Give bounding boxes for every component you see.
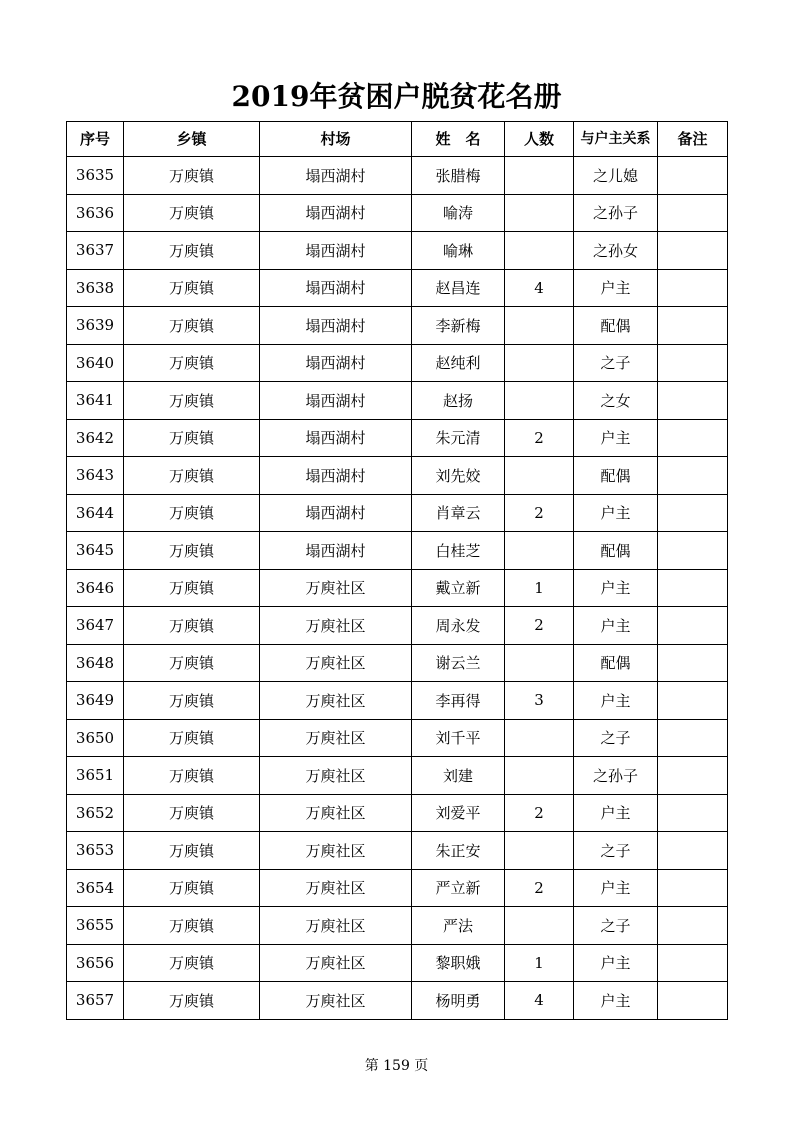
cell-note bbox=[658, 419, 728, 457]
cell-relation: 之子 bbox=[574, 907, 658, 945]
cell-seq: 3651 bbox=[67, 757, 124, 795]
cell-relation: 配偶 bbox=[574, 457, 658, 495]
header-note: 备注 bbox=[658, 122, 728, 157]
cell-name: 李新梅 bbox=[412, 307, 505, 345]
cell-seq: 3657 bbox=[67, 982, 124, 1020]
table-row bbox=[67, 719, 728, 757]
cell-relation: 之子 bbox=[574, 719, 658, 757]
header-count: 人数 bbox=[505, 122, 574, 157]
cell-count: 1 bbox=[505, 569, 574, 607]
header-name: 姓 名 bbox=[412, 122, 505, 157]
cell-note bbox=[658, 532, 728, 570]
cell-relation: 户主 bbox=[574, 869, 658, 907]
cell-township: 万庾镇 bbox=[124, 494, 260, 532]
cell-township: 万庾镇 bbox=[124, 344, 260, 382]
cell-count: 4 bbox=[505, 269, 574, 307]
cell-seq: 3654 bbox=[67, 869, 124, 907]
table-row bbox=[67, 532, 728, 570]
cell-village: 万庾社区 bbox=[260, 644, 412, 682]
cell-village: 万庾社区 bbox=[260, 982, 412, 1020]
cell-township: 万庾镇 bbox=[124, 307, 260, 345]
cell-village: 塌西湖村 bbox=[260, 269, 412, 307]
cell-count bbox=[505, 457, 574, 495]
cell-village: 塌西湖村 bbox=[260, 532, 412, 570]
cell-note bbox=[658, 644, 728, 682]
cell-note bbox=[658, 232, 728, 270]
cell-name: 肖章云 bbox=[412, 494, 505, 532]
cell-relation: 户主 bbox=[574, 269, 658, 307]
cell-township: 万庾镇 bbox=[124, 832, 260, 870]
cell-name: 朱元清 bbox=[412, 419, 505, 457]
cell-note bbox=[658, 494, 728, 532]
cell-village: 万庾社区 bbox=[260, 569, 412, 607]
cell-count: 2 bbox=[505, 794, 574, 832]
cell-count bbox=[505, 532, 574, 570]
cell-relation: 之孙子 bbox=[574, 757, 658, 795]
cell-township: 万庾镇 bbox=[124, 682, 260, 720]
table-row bbox=[67, 832, 728, 870]
cell-seq: 3636 bbox=[67, 194, 124, 232]
cell-count bbox=[505, 232, 574, 270]
table-row bbox=[67, 794, 728, 832]
cell-seq: 3638 bbox=[67, 269, 124, 307]
cell-township: 万庾镇 bbox=[124, 982, 260, 1020]
cell-relation: 户主 bbox=[574, 794, 658, 832]
header-row bbox=[67, 122, 728, 157]
cell-name: 赵扬 bbox=[412, 382, 505, 420]
cell-note bbox=[658, 344, 728, 382]
cell-name: 刘爱平 bbox=[412, 794, 505, 832]
cell-township: 万庾镇 bbox=[124, 644, 260, 682]
cell-count bbox=[505, 644, 574, 682]
cell-name: 喻琳 bbox=[412, 232, 505, 270]
table-row bbox=[67, 269, 728, 307]
table-row bbox=[67, 382, 728, 420]
cell-village: 万庾社区 bbox=[260, 607, 412, 645]
cell-name: 赵昌连 bbox=[412, 269, 505, 307]
cell-seq: 3652 bbox=[67, 794, 124, 832]
table-row bbox=[67, 157, 728, 195]
cell-note bbox=[658, 269, 728, 307]
cell-note bbox=[658, 944, 728, 982]
cell-count bbox=[505, 157, 574, 195]
cell-name: 严法 bbox=[412, 907, 505, 945]
cell-relation: 之女 bbox=[574, 382, 658, 420]
cell-count: 4 bbox=[505, 982, 574, 1020]
cell-village: 塌西湖村 bbox=[260, 382, 412, 420]
cell-name: 刘先姣 bbox=[412, 457, 505, 495]
cell-seq: 3648 bbox=[67, 644, 124, 682]
cell-relation: 之儿媳 bbox=[574, 157, 658, 195]
cell-seq: 3653 bbox=[67, 832, 124, 870]
cell-note bbox=[658, 194, 728, 232]
cell-relation: 户主 bbox=[574, 944, 658, 982]
cell-relation: 户主 bbox=[574, 419, 658, 457]
cell-name: 赵纯利 bbox=[412, 344, 505, 382]
cell-name: 刘建 bbox=[412, 757, 505, 795]
cell-township: 万庾镇 bbox=[124, 869, 260, 907]
roster-table bbox=[66, 121, 728, 1020]
cell-township: 万庾镇 bbox=[124, 794, 260, 832]
page-title: 2019年贫困户脱贫花名册 bbox=[231, 80, 562, 113]
cell-name: 朱正安 bbox=[412, 832, 505, 870]
cell-township: 万庾镇 bbox=[124, 532, 260, 570]
cell-count: 1 bbox=[505, 944, 574, 982]
cell-township: 万庾镇 bbox=[124, 457, 260, 495]
header-village: 村场 bbox=[260, 122, 412, 157]
cell-township: 万庾镇 bbox=[124, 569, 260, 607]
cell-village: 塌西湖村 bbox=[260, 307, 412, 345]
cell-name: 刘千平 bbox=[412, 719, 505, 757]
cell-village: 塌西湖村 bbox=[260, 194, 412, 232]
cell-count bbox=[505, 382, 574, 420]
cell-name: 张腊梅 bbox=[412, 157, 505, 195]
cell-township: 万庾镇 bbox=[124, 719, 260, 757]
cell-relation: 户主 bbox=[574, 607, 658, 645]
cell-township: 万庾镇 bbox=[124, 157, 260, 195]
cell-relation: 之孙女 bbox=[574, 232, 658, 270]
cell-seq: 3640 bbox=[67, 344, 124, 382]
cell-count bbox=[505, 907, 574, 945]
cell-seq: 3645 bbox=[67, 532, 124, 570]
cell-village: 万庾社区 bbox=[260, 719, 412, 757]
table-row bbox=[67, 607, 728, 645]
cell-village: 塌西湖村 bbox=[260, 344, 412, 382]
cell-township: 万庾镇 bbox=[124, 944, 260, 982]
cell-name: 戴立新 bbox=[412, 569, 505, 607]
cell-note bbox=[658, 907, 728, 945]
cell-note bbox=[658, 607, 728, 645]
cell-seq: 3647 bbox=[67, 607, 124, 645]
cell-relation: 之子 bbox=[574, 832, 658, 870]
cell-count bbox=[505, 757, 574, 795]
table-row bbox=[67, 944, 728, 982]
cell-name: 严立新 bbox=[412, 869, 505, 907]
cell-township: 万庾镇 bbox=[124, 232, 260, 270]
table-row bbox=[67, 494, 728, 532]
cell-relation: 配偶 bbox=[574, 307, 658, 345]
cell-village: 塌西湖村 bbox=[260, 232, 412, 270]
table-row bbox=[67, 869, 728, 907]
cell-count bbox=[505, 344, 574, 382]
cell-note bbox=[658, 382, 728, 420]
cell-village: 万庾社区 bbox=[260, 869, 412, 907]
cell-township: 万庾镇 bbox=[124, 194, 260, 232]
cell-note bbox=[658, 719, 728, 757]
cell-seq: 3649 bbox=[67, 682, 124, 720]
page-number: 第 159 页 bbox=[364, 1058, 429, 1074]
cell-name: 白桂芝 bbox=[412, 532, 505, 570]
cell-relation: 之子 bbox=[574, 344, 658, 382]
cell-village: 万庾社区 bbox=[260, 682, 412, 720]
cell-village: 塌西湖村 bbox=[260, 419, 412, 457]
cell-name: 杨明勇 bbox=[412, 982, 505, 1020]
cell-seq: 3644 bbox=[67, 494, 124, 532]
cell-seq: 3639 bbox=[67, 307, 124, 345]
cell-note bbox=[658, 682, 728, 720]
cell-count: 2 bbox=[505, 607, 574, 645]
cell-village: 万庾社区 bbox=[260, 794, 412, 832]
cell-village: 塌西湖村 bbox=[260, 494, 412, 532]
cell-seq: 3641 bbox=[67, 382, 124, 420]
cell-village: 万庾社区 bbox=[260, 944, 412, 982]
table-row bbox=[67, 644, 728, 682]
table-row bbox=[67, 982, 728, 1020]
cell-relation: 户主 bbox=[574, 569, 658, 607]
cell-count: 3 bbox=[505, 682, 574, 720]
cell-village: 塌西湖村 bbox=[260, 157, 412, 195]
cell-village: 万庾社区 bbox=[260, 757, 412, 795]
cell-seq: 3643 bbox=[67, 457, 124, 495]
cell-township: 万庾镇 bbox=[124, 757, 260, 795]
cell-relation: 配偶 bbox=[574, 532, 658, 570]
cell-count: 2 bbox=[505, 419, 574, 457]
cell-name: 李再得 bbox=[412, 682, 505, 720]
table-row bbox=[67, 457, 728, 495]
cell-count bbox=[505, 307, 574, 345]
cell-name: 喻涛 bbox=[412, 194, 505, 232]
cell-seq: 3650 bbox=[67, 719, 124, 757]
cell-township: 万庾镇 bbox=[124, 907, 260, 945]
table-row bbox=[67, 194, 728, 232]
cell-note bbox=[658, 832, 728, 870]
cell-township: 万庾镇 bbox=[124, 419, 260, 457]
cell-count: 2 bbox=[505, 869, 574, 907]
cell-note bbox=[658, 457, 728, 495]
cell-count: 2 bbox=[505, 494, 574, 532]
cell-relation: 户主 bbox=[574, 494, 658, 532]
cell-seq: 3635 bbox=[67, 157, 124, 195]
cell-note bbox=[658, 982, 728, 1020]
table-row bbox=[67, 757, 728, 795]
table-row bbox=[67, 907, 728, 945]
roster-body bbox=[67, 157, 728, 1020]
cell-relation: 户主 bbox=[574, 682, 658, 720]
table-row bbox=[67, 682, 728, 720]
cell-note bbox=[658, 157, 728, 195]
cell-name: 黎职娥 bbox=[412, 944, 505, 982]
header-township: 乡镇 bbox=[124, 122, 260, 157]
table-row bbox=[67, 232, 728, 270]
cell-note bbox=[658, 869, 728, 907]
table-row bbox=[67, 344, 728, 382]
cell-township: 万庾镇 bbox=[124, 382, 260, 420]
cell-relation: 配偶 bbox=[574, 644, 658, 682]
cell-count bbox=[505, 194, 574, 232]
cell-note bbox=[658, 307, 728, 345]
cell-name: 谢云兰 bbox=[412, 644, 505, 682]
cell-note bbox=[658, 757, 728, 795]
cell-township: 万庾镇 bbox=[124, 607, 260, 645]
cell-township: 万庾镇 bbox=[124, 269, 260, 307]
cell-village: 万庾社区 bbox=[260, 907, 412, 945]
cell-village: 万庾社区 bbox=[260, 832, 412, 870]
cell-name: 周永发 bbox=[412, 607, 505, 645]
cell-seq: 3655 bbox=[67, 907, 124, 945]
cell-note bbox=[658, 794, 728, 832]
cell-seq: 3646 bbox=[67, 569, 124, 607]
table-row bbox=[67, 307, 728, 345]
cell-relation: 之孙子 bbox=[574, 194, 658, 232]
cell-relation: 户主 bbox=[574, 982, 658, 1020]
cell-note bbox=[658, 569, 728, 607]
cell-seq: 3656 bbox=[67, 944, 124, 982]
header-relation: 与户主关系 bbox=[574, 122, 658, 157]
header-seq: 序号 bbox=[67, 122, 124, 157]
cell-seq: 3637 bbox=[67, 232, 124, 270]
cell-count bbox=[505, 719, 574, 757]
table-row bbox=[67, 419, 728, 457]
cell-village: 塌西湖村 bbox=[260, 457, 412, 495]
cell-count bbox=[505, 832, 574, 870]
table-row bbox=[67, 569, 728, 607]
cell-seq: 3642 bbox=[67, 419, 124, 457]
